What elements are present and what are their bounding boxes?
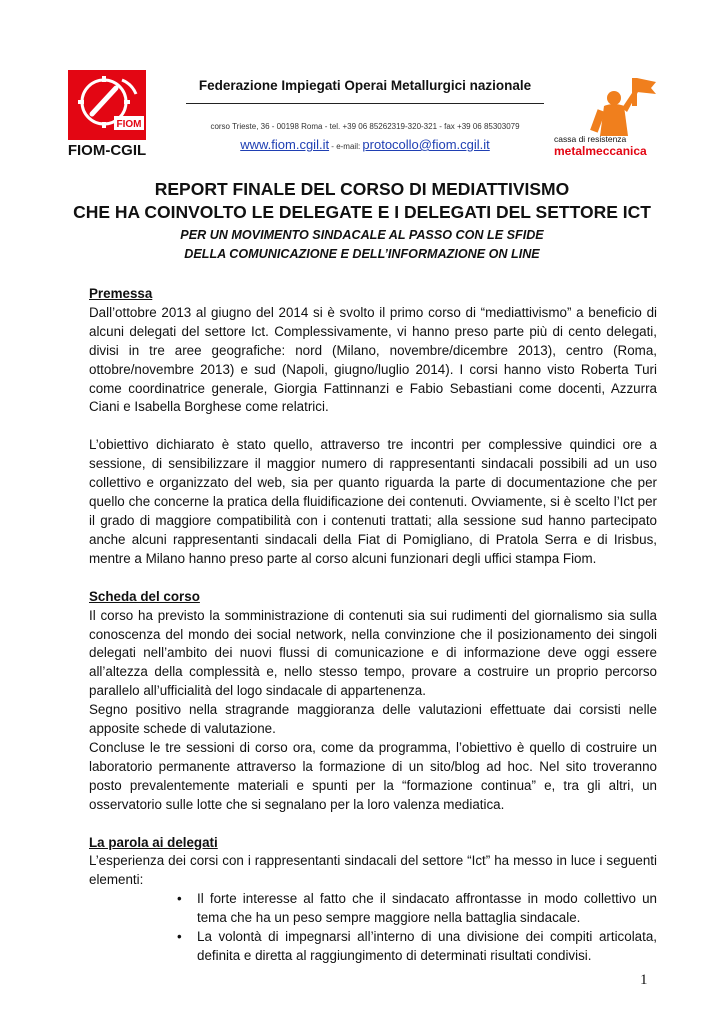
parola-paragraph-1: L’esperienza dei corsi con i rappresentanti sindacali del settore “Ict” ha messo in luce i seguenti elementi:	[89, 853, 657, 888]
scheda-paragraph-1: Il corso ha previsto la somministrazione di contenuti sia sui rudimenti del giornalismo sia sulla conoscenza del mondo dei social network, nella convinzione che il posizionamento dei singoli delegati nell’ambito dei nuovi flussi di comunicazione e di informazione deve oggi essere all’altezza della complessità e, nello stesso tempo, provare a costruire un proprio percorso parallelo all’ufficialità del logo sindacale di appartenenza.	[89, 607, 657, 699]
document-body	[89, 285, 657, 966]
fiom-cgil-logo-icon	[62, 66, 154, 158]
report-subtitle	[40, 226, 684, 264]
website-link[interactable]: www.fiom.cgil.it	[240, 137, 330, 152]
title-line-1: REPORT FINALE DEL CORSO DI MEDIATTIVISMO	[154, 179, 570, 199]
premessa-paragraph-2: L’obiettivo dichiarato è stato quello, attraverso tre incontri per complessive quindici ore a sessione, di sensibilizzare il maggior numero di rappresentanti sindacali possibili ad un uso collettivo e organizzato del web, sia per quanto riguarda la parte di documentazione che per quello che concerne la pratica della fluidificazione dei contenuti. Ovviamente, si è scelto l’Ict per il grado di maggiore compatibilità con i contenuti trattati; alla sessione sud hanno partecipato anche alcuni rappresentanti sindacali della Fiat di Pomigliano, di Pratola Serra e di Irisbus, mentre a Milano hanno preso parte al corso alcuni funzionari degli uffici stampa Fiom.	[89, 437, 657, 566]
bullet-icon: •	[177, 929, 182, 945]
subtitle-line-2: DELLA COMUNICAZIONE E DELL’INFORMAZIONE ON LINE	[184, 247, 540, 261]
title-line-2: CHE HA COINVOLTO LE DELEGATE E I DELEGATI DEL SETTORE ICT	[73, 202, 651, 222]
section-heading-premessa: Premessa	[89, 286, 153, 301]
header-divider	[186, 103, 544, 104]
scheda-paragraph-3: Concluse le tre sessioni di corso ora, come da programma, l’obiettivo è quello di costruire un laboratorio permanente attraverso la formazione di un sito/blog ad hoc. Nel sito troveranno posto prevalentemente materiali e spunti per la “formazione continua” e, tra gli altri, un osservatorio sulle lotte che si segnalano per la loro valenza mediatica.	[89, 739, 657, 812]
svg-text:FIOM-CGIL: FIOM-CGIL	[67, 142, 147, 158]
svg-text:FIOM: FIOM	[116, 119, 142, 130]
email-link[interactable]: protocollo@fiom.cgil.it	[362, 137, 490, 152]
svg-text:metalmeccanica: metalmeccanica	[554, 144, 647, 158]
header-organization: Federazione Impiegati Operai Metallurgici nazionale	[198, 78, 532, 93]
fiom-cgil-logo	[62, 66, 154, 158]
premessa-paragraph-1: Dall’ottobre 2013 al giugno del 2014 si è svolto il primo corso di “mediattivismo” a beneficio di alcuni delegati del settore Ict. Complessivamente, vi hanno preso parte più di cento delegati, divisi in tre aree geografiche: nord (Milano, novembre/dicembre 2013), centro (Roma, ottobre/novembre 2013) e sud (Napoli, giugno/luglio 2014). I corsi hanno visto Roberta Turi come coordinatrice generale, Giorgia Fattinnanzi e Fabio Sebastiani come docenti, Azzurra Ciani e Isabella Borghese come relatrici.	[89, 304, 657, 415]
subtitle-line-1: PER UN MOVIMENTO SINDACALE AL PASSO CON LE SFIDE	[180, 228, 544, 242]
bullet-icon: •	[177, 891, 182, 907]
header-address: corso Trieste, 36 - 00198 Roma - tel. +39 06 85262319-320-321 - fax +39 06 85303079	[210, 122, 520, 131]
delegates-bullet-list	[89, 890, 657, 966]
report-title	[40, 178, 684, 224]
list-item: • Il forte interesse al fatto che il sindacato affrontasse in modo collettivo un tema che ha un peso sempre maggiore nella battaglia sindacale.	[177, 891, 657, 926]
section-heading-parola: La parola ai delegati	[89, 834, 218, 850]
header-contacts	[160, 137, 570, 152]
svg-text:cassa di resistenza: cassa di resistenza	[554, 134, 627, 144]
page-number: 1	[640, 972, 648, 988]
email-label: - e-mail:	[329, 142, 363, 151]
list-item: • La volontà di impegnarsi all’interno di una divisione dei compiti articolata, definita e diretta al raggiungimento di determinati risultati condivisi.	[177, 929, 657, 963]
scheda-paragraph-2: Segno positivo nella stragrande maggioranza delle valutazioni effettuate dai corsisti nelle apposite schede di valutazione.	[89, 702, 657, 737]
section-heading-scheda: Scheda del corso	[89, 588, 200, 604]
